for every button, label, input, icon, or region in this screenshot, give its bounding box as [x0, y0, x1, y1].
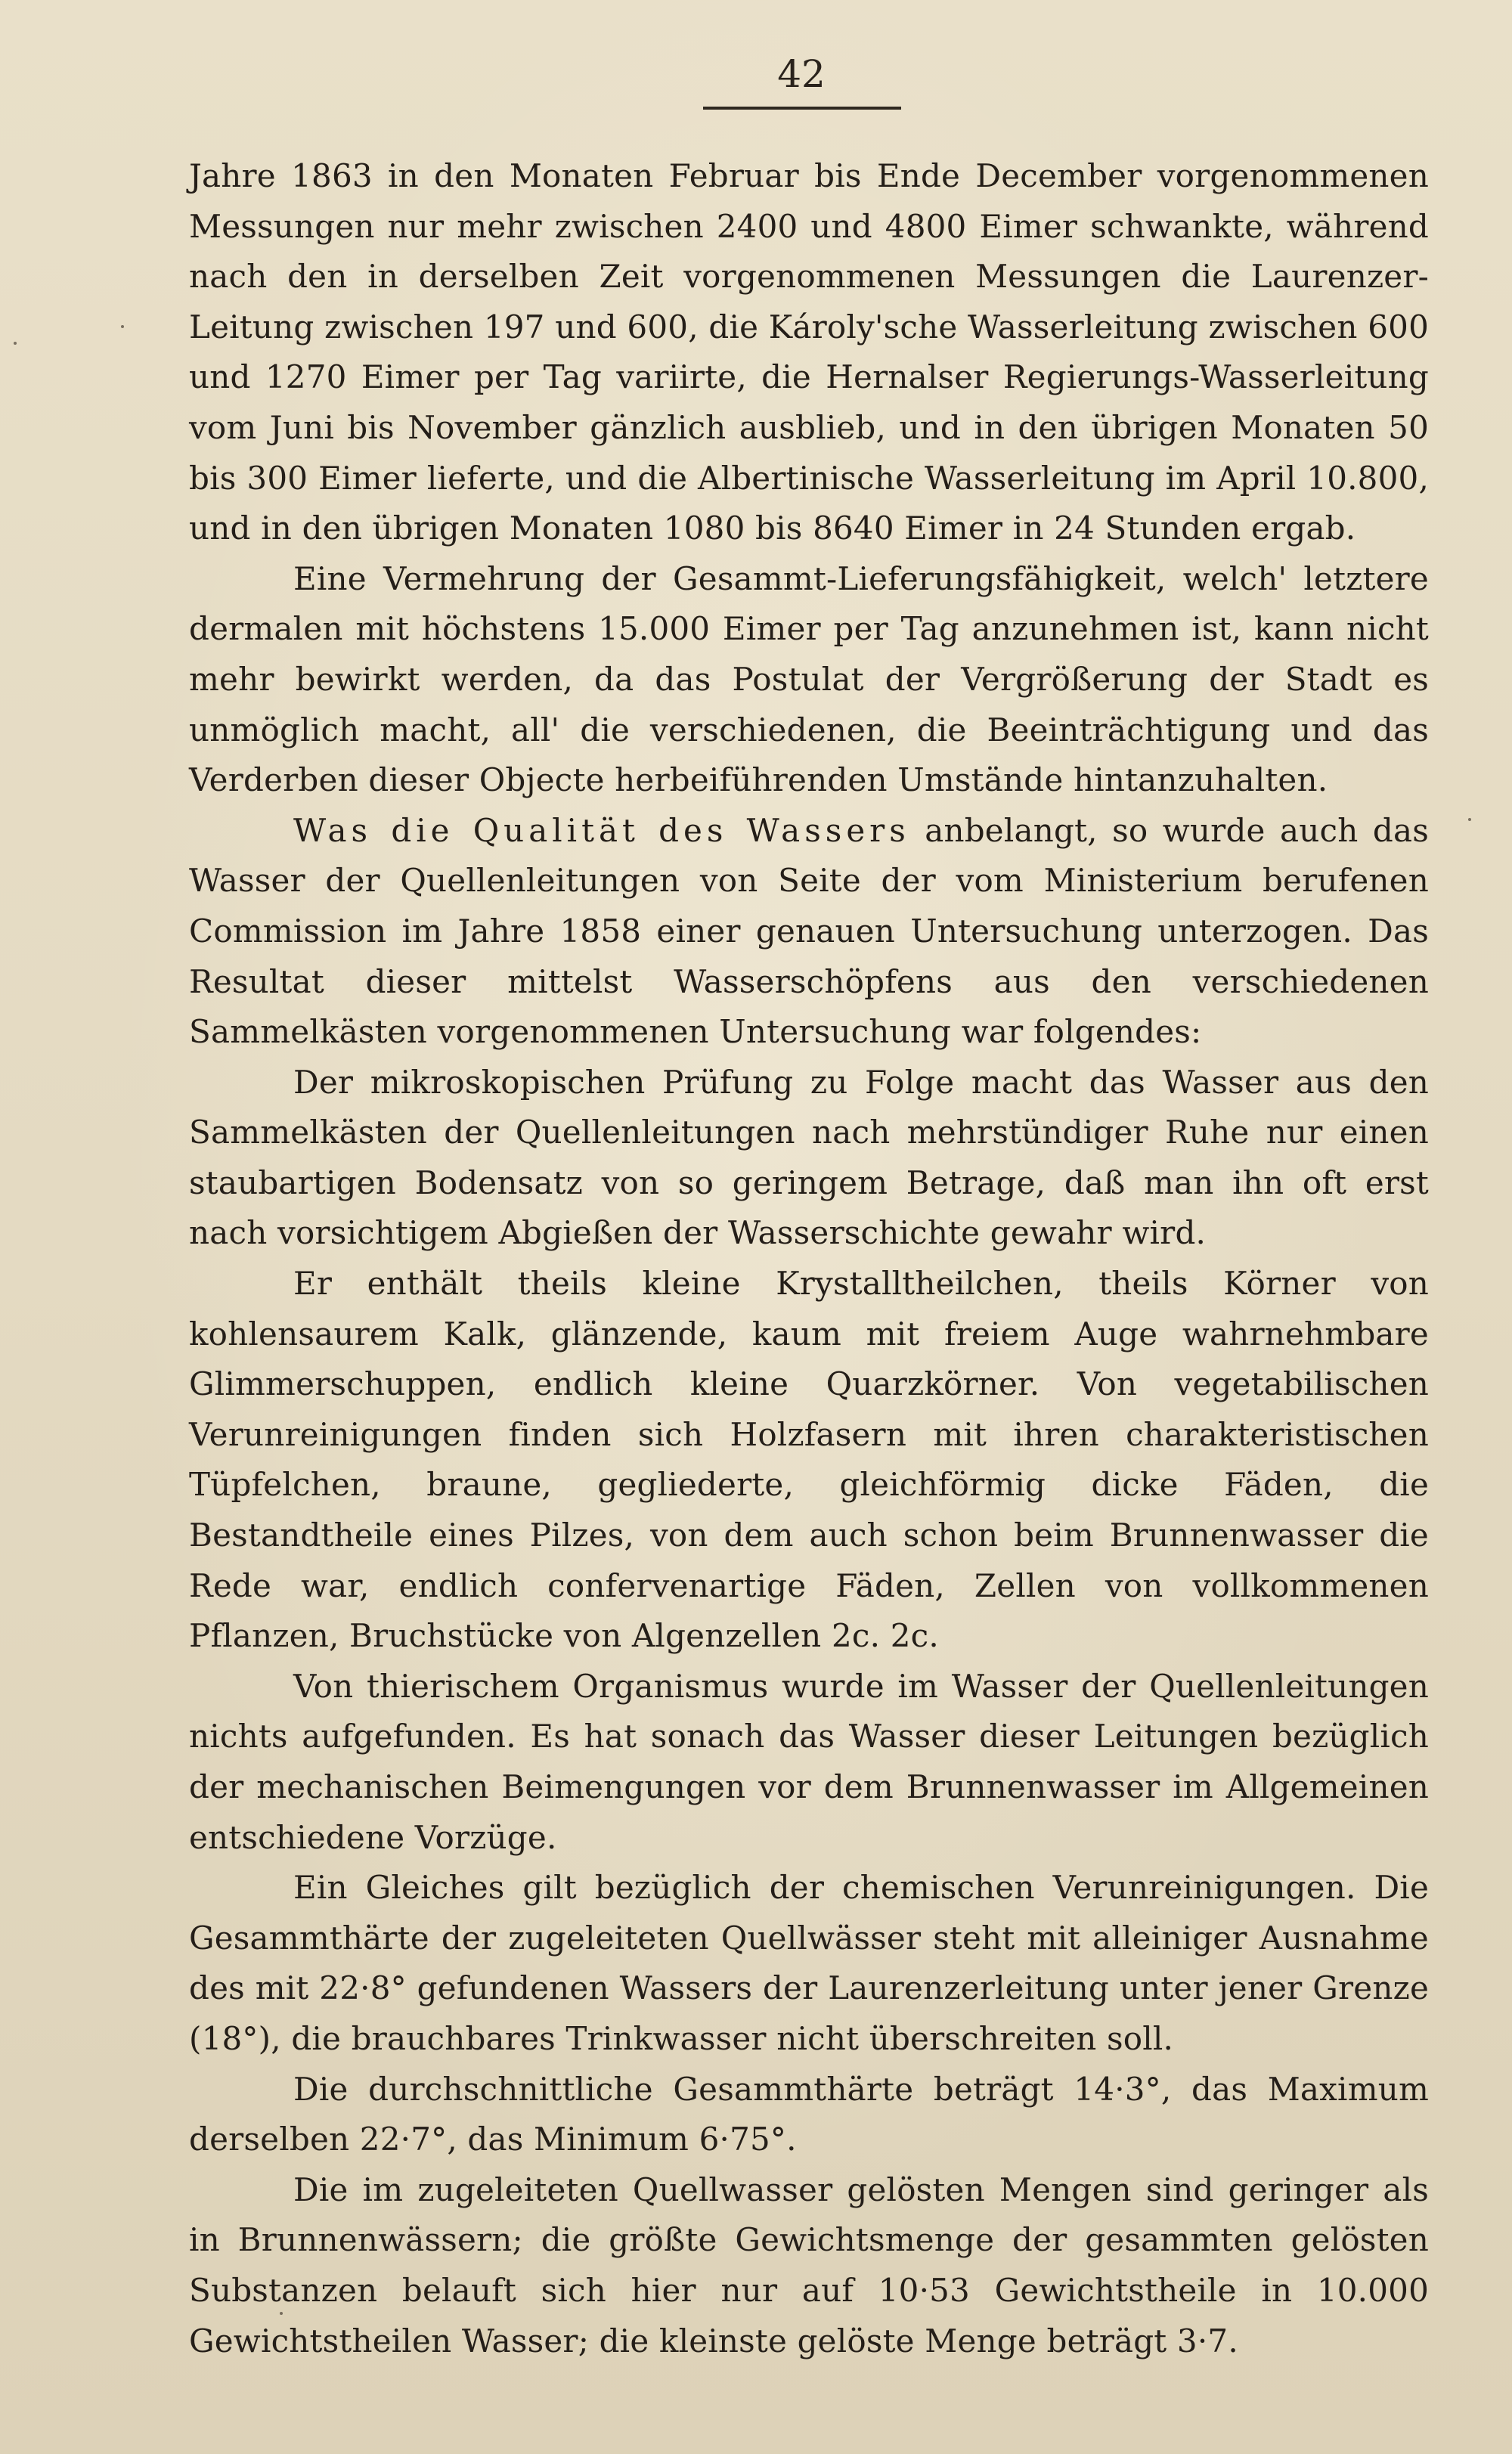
paper-speck [14, 342, 17, 345]
paragraph-microscopic-test [189, 1058, 1429, 1259]
paragraph-supply-capacity [189, 554, 1429, 806]
paragraph-text: Ein Gleiches gilt bezüglich der chemischen Verunreinigungen. Die Gesammthärte der zugeleiteten Quellwässer steht mit alleiniger Ausnahme des mit 22·8° gefundenen Wassers der Laurenzerleitung unter jener Grenze (18°), die brauchbares Trinkwasser nicht überschreiten soll. [189, 1869, 1429, 2057]
paragraph-organisms [189, 1662, 1429, 1863]
paper-speck [1468, 818, 1471, 821]
paragraph-text: Er enthält theils kleine Krystalltheilchen, theils Körner von kohlensaurem Kalk, glänzende, kaum mit freiem Auge wahrnehmbare Glimmerschuppen, endlich kleine Quarzkörner. Von vegetabilischen Verunreinigungen finden sich Holzfasern mit ihren charakteristischen Tüpfelchen, braune, gegliederte, gleichförmig dicke Fäden, die Bestandtheile eines Pilzes, von dem auch schon beim Brunnenwasser die Rede war, endlich confervenartige Fäden, Zellen von vollkommenen Pflanzen, Bruchstücke von Algenzellen 2c. 2c. [189, 1265, 1429, 1655]
paragraph-text: Jahre 1863 in den Monaten Februar bis Ende December vorgenommenen Messungen nur mehr zwischen 2400 und 4800 Eimer schwankte, während nach den in derselben Zeit vorgenommenen Messungen die Laurenzer-Leitung zwischen 197 und 600, die Károly'sche Wasserleitung zwischen 600 und 1270 Eimer per Tag variirte, die Hernalser Regierungs-Wasserleitung vom Juni bis November gänzlich ausblieb, und in den übrigen Monaten 50 bis 300 Eimer lieferte, und die Albertinische Wasserleitung im April 10.800, und in den übrigen Monaten 1080 bis 8640 Eimer in 24 Stunden ergab. [189, 157, 1429, 547]
paper-speck [121, 325, 124, 328]
header-rule [703, 107, 901, 110]
paragraph-dissolved-quantities [189, 2165, 1429, 2366]
paragraph-text: Die durchschnittliche Gesammthärte beträgt 14·3°, das Maximum derselben 22·7°, das Minimum 6·75°. [189, 2070, 1429, 2158]
paragraph-text: Die im zugeleiteten Quellwasser gelösten Mengen sind geringer als in Brunnenwässern; die größte Gewichtsmenge der gesammten gelösten Substanzen belauft sich hier nur auf 10·53 Gewichtstheile in 10.000 Gewichtstheilen Wasser; die kleinste gelöste Menge beträgt 3·7. [189, 2170, 1429, 2359]
page-number: 42 [777, 52, 826, 96]
paragraph-water-quality [189, 806, 1429, 1058]
body-text [189, 151, 1429, 2366]
paragraph-text: Der mikroskopischen Prüfung zu Folge macht das Wasser aus den Sammelkästen der Quellenleitungen nach mehrstündiger Ruhe nur einen staubartigen Bodensatz von so geringem Betrage, daß man ihn oft erst nach vorsichtigem Abgießen der Wasserschichte gewahr wird. [189, 1063, 1429, 1252]
paragraph-text: Von thierischem Organismus wurde im Wasser der Quellenleitungen nichts aufgefunden. Es hat sonach das Wasser dieser Leitungen bezüglich der mechanischen Beimengungen vor dem Brunnenwasser im Allgemeinen entschiedene Vorzüge. [189, 1667, 1429, 1856]
paragraph-text: Eine Vermehrung der Gesammt-Lieferungsfähigkeit, welch' letztere dermalen mit höchstens 15.000 Eimer per Tag anzunehmen ist, kann nicht mehr bewirkt werden, da das Postulat der Vergrößerung der Stadt es unmöglich macht, all' die verschiedenen, die Beeinträchtigung und das Verderben dieser Objecte herbeiführenden Umstände hintanzuhalten. [189, 559, 1429, 799]
paragraph-sediment-contents [189, 1259, 1429, 1662]
paragraph-text: anbelangt, so wurde auch das Wasser der Quellenleitungen von Seite der vom Ministerium berufenen Commission im Jahre 1858 einer genauen Untersuchung unterzogen. Das Resultat dieser mittelst Wasserschöpfens aus den verschiedenen Sammelkästen vorgenommenen Untersuchung war folgendes: [189, 811, 1429, 1051]
emphasized-phrase: Was die Qualität des Wassers [293, 811, 910, 849]
paragraph-average-hardness [189, 2065, 1429, 2165]
paragraph-chemical-impurities [189, 1863, 1429, 2064]
paragraph-continuation [189, 151, 1429, 554]
paper-speck [280, 2312, 283, 2315]
